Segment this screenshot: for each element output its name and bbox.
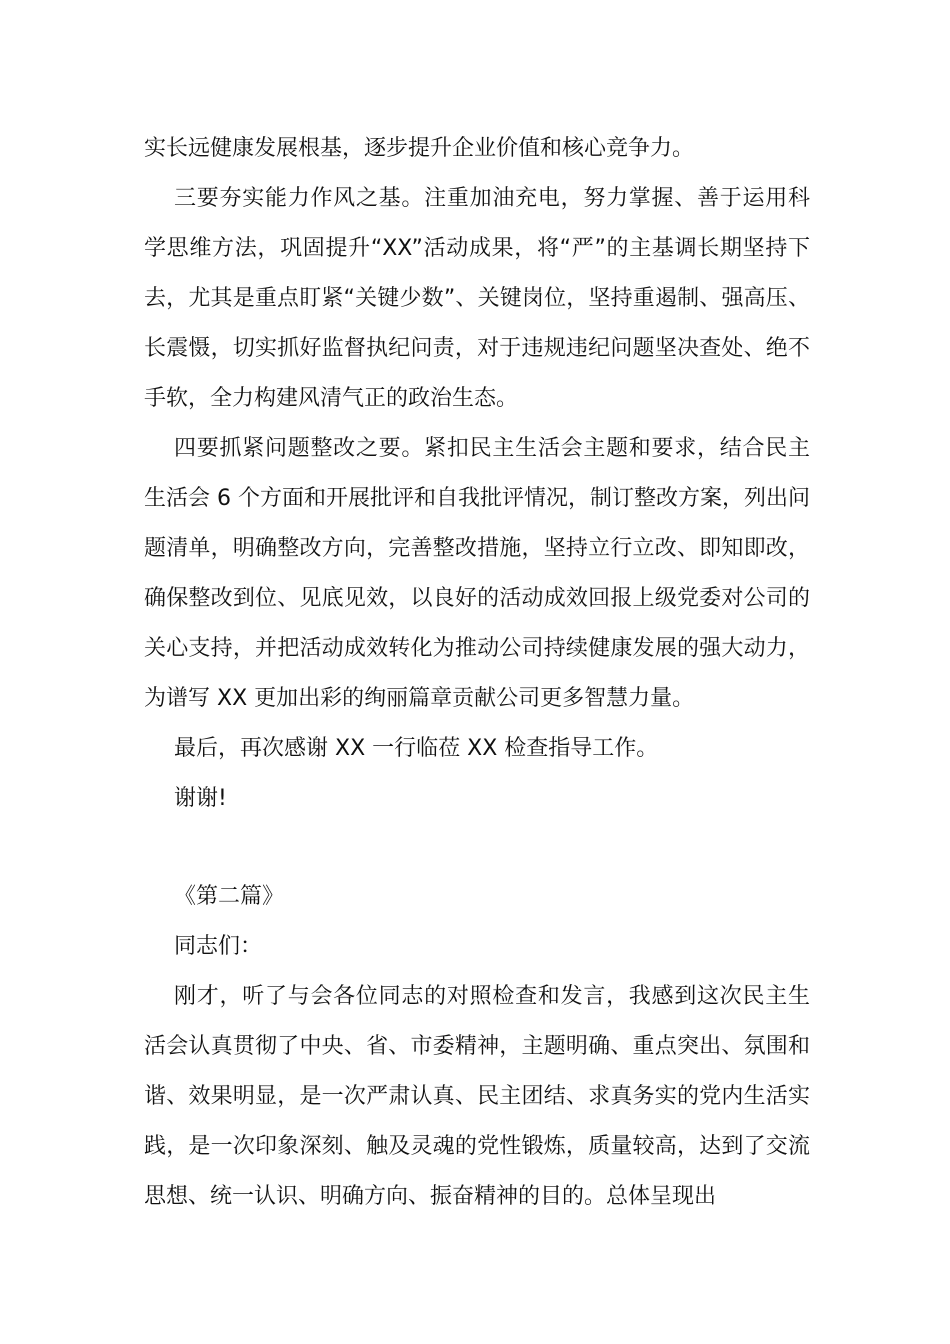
paragraph-closing-thanks: 最后，再次感谢 XX 一行临莅 XX 检查指导工作。 (174, 736, 659, 761)
document-body (144, 124, 810, 1222)
section-title: 《第二篇》 (174, 884, 285, 909)
greeting: 同志们： (174, 934, 263, 959)
section-gap (144, 824, 810, 872)
paragraph-point-four: 四要抓紧问题整改之要。紧扣民主生活会主题和要求，结合民主生活会 6 个方面和开展批评和自我批评情况，制订整改方案，列出问题清单，明确整改方向，完善整改措施，坚持立行立改、即知即改，确保整改到位、见底见效，以良好的活动成效回报上级党委对公司的关心支持，并把活动成效转化为推动公司持续健康发展的强大动力，为谱写 XX 更加出彩的绚丽篇章贡献公司更多智慧力量。 (144, 436, 810, 711)
paragraph-point-three: 三要夯实能力作风之基。注重加油充电，努力掌握、善于运用科学思维方法，巩固提升“XX”活动成果，将“严”的主基调长期坚持下去，尤其是重点盯紧“关键少数”、关键岗位，坚持重遏制、强高压、长震慑，切实抓好监督执纪问责，对于违规违纪问题坚决查处、绝不手软，全力构建风清气正的政治生态。 (144, 186, 810, 411)
paragraph-thank-you: 谢谢! (174, 786, 227, 811)
paragraph-continuation: 实长远健康发展根基，逐步提升企业价值和核心竞争力。 (144, 136, 695, 161)
paragraph-second-section: 刚才，听了与会各位同志的对照检查和发言，我感到这次民主生活会认真贯彻了中央、省、市委精神，主题明确、重点突出、氛围和谐、效果明显，是一次严肃认真、民主团结、求真务实的党内生活实践，是一次印象深刻、触及灵魂的党性锻炼，质量较高，达到了交流思想、统一认识、明确方向、振奋精神的目的。总体呈现出 (144, 984, 810, 1209)
